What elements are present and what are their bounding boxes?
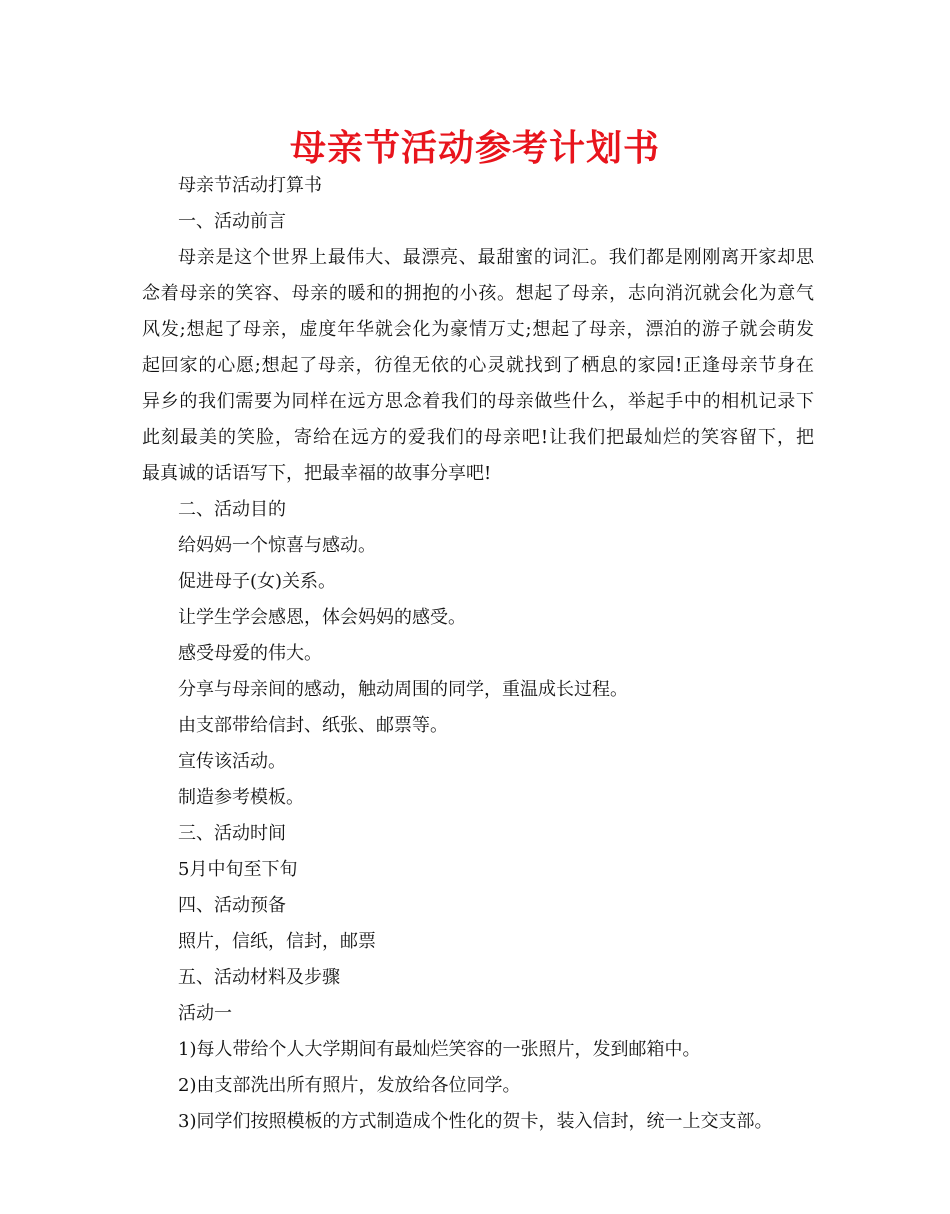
section-heading-time: 三、活动时间	[178, 823, 286, 844]
document-subtitle: 母亲节活动打算书	[178, 175, 322, 196]
step-item: 3)同学们按照模板的方式制造成个性化的贺卡，装入信封，统一上交支部。	[178, 1111, 773, 1132]
activity-one-label: 活动一	[178, 1003, 232, 1024]
section-heading-goals: 二、活动目的	[178, 499, 286, 520]
intro-line: 异乡的我们需要为同样在远方思念着我们的母亲做些什么，举起手中的相机记录下	[142, 391, 814, 412]
goal-item: 感受母爱的伟大。	[178, 643, 322, 664]
step-item: 1)每人带给个人大学期间有最灿烂笑容的一张照片，发到邮箱中。	[178, 1039, 701, 1060]
intro-line: 念着母亲的笑容、母亲的暖和的拥抱的小孩。想起了母亲，志向消沉就会化为意气	[142, 283, 814, 304]
intro-line: 此刻最美的笑脸，寄给在远方的爱我们的母亲吧!让我们把最灿烂的笑容留下，把	[142, 427, 814, 448]
intro-line: 起回家的心愿;想起了母亲，彷徨无依的心灵就找到了栖息的家园!正逢母亲节身在	[142, 355, 814, 376]
goal-item: 给妈妈一个惊喜与感动。	[178, 535, 376, 556]
goal-item: 分享与母亲间的感动，触动周围的同学，重温成长过程。	[178, 679, 628, 700]
section-heading-materials: 五、活动材料及步骤	[178, 967, 340, 988]
goal-item: 宣传该活动。	[178, 751, 286, 772]
intro-line: 最真诚的话语写下，把最幸福的故事分享吧!	[142, 463, 492, 484]
goal-item: 制造参考模板。	[178, 787, 304, 808]
intro-paragraph	[142, 240, 814, 492]
goal-item: 让学生学会感恩，体会妈妈的感受。	[178, 607, 466, 628]
section-heading-preface: 一、活动前言	[178, 211, 286, 232]
document-title: 母亲节活动参考计划书	[289, 128, 660, 169]
section-heading-preparation: 四、活动预备	[178, 895, 286, 916]
intro-line: 风发;想起了母亲，虚度年华就会化为豪情万丈;想起了母亲，漂泊的游子就会萌发	[142, 319, 814, 340]
goal-item: 促进母子(女)关系。	[178, 571, 337, 592]
document-body	[142, 168, 814, 1140]
goal-item: 由支部带给信封、纸张、邮票等。	[178, 715, 448, 736]
step-item: 2)由支部洗出所有照片，发放给各位同学。	[178, 1075, 521, 1096]
activity-time: 5月中旬至下旬	[178, 859, 298, 880]
intro-line: 母亲是这个世界上最伟大、最漂亮、最甜蜜的词汇。我们都是刚刚离开家却思	[178, 247, 814, 268]
preparation-items: 照片，信纸，信封，邮票	[178, 931, 376, 952]
